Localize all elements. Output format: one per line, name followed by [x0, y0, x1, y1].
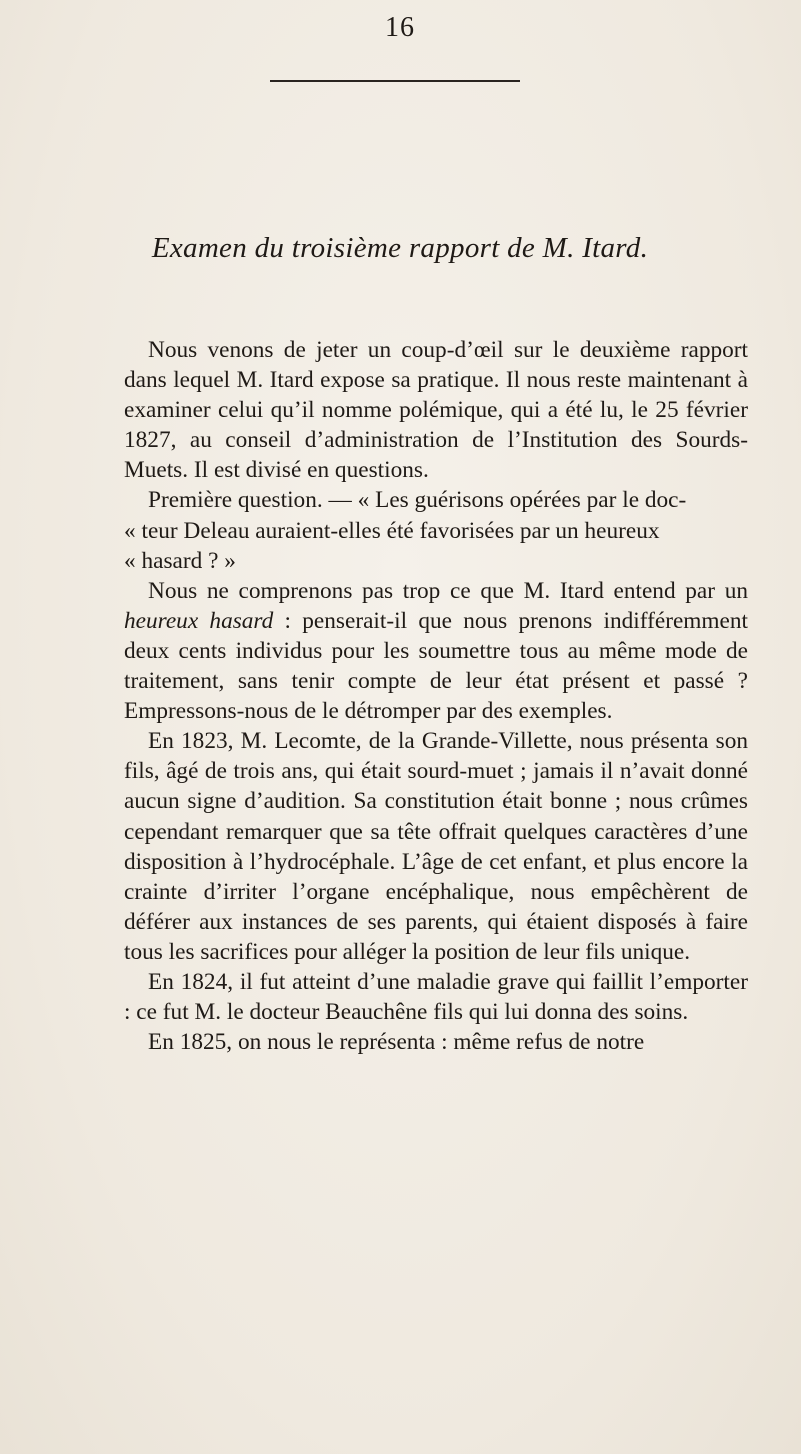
paragraph-example-1823: En 1823, M. Lecomte, de la Grande-Villette, nous présenta son fils, âgé de trois ans, qui était sourd-muet ; jamais il n’avait donné aucun signe d’audition. Sa constitution était bonne ; nous crûmes cependant remarquer que sa tête offrait quelques caractères d’une disposition à l’hydrocéphale. L’âge de cet enfant, et plus encore la crainte d’irriter l’organe encéphalique, nous empêchèrent de déférer aux instances de ses parents, qui étaient disposés à faire tous les sacrifices pour alléger la position de leur fils unique. [124, 728, 748, 965]
question-line-2: « teur Deleau auraient-elles été favorisées par un heureux [124, 517, 660, 544]
question-line-3: « hasard ? » [124, 547, 236, 574]
page-number: 16 [385, 12, 415, 43]
paragraph-intro: Nous venons de jeter un coup-d’œil sur le deuxième rapport dans lequel M. Itard expose sa pratique. Il nous reste maintenant à examiner celui qu’il nomme polémique, qui a été lu, le 25 février 1827, au conseil d’administration de l’Institution des Sourds-Muets. Il est divisé en questions. [124, 337, 748, 484]
paragraph-example-1825: En 1825, on nous le représenta : même refus de notre [148, 1029, 645, 1056]
response-text-start: Nous ne comprenons pas trop ce que M. Itard entend par un [148, 577, 748, 604]
question-line-1: Première question. — « Les guérisons opérées par le doc- [148, 487, 687, 514]
response-text-end: : penserait-il que nous prenons indifféremment deux cents individus pour les soumettre tous au même mode de traitement, sans tenir compte de leur état présent et passé ? Empressons-nous de le détromper par des exemples. [124, 607, 748, 725]
header-rule [270, 80, 520, 82]
section-heading: Examen du troisième rapport de M. Itard. [151, 232, 649, 264]
paragraph-example-1824: En 1824, il fut atteint d’une maladie grave qui faillit l’emporter : ce fut M. le docteur Beauchêne fils qui lui donna des soins. [124, 968, 748, 1026]
body-text [124, 335, 748, 1057]
paragraph-response [124, 576, 748, 726]
response-italic-phrase: heureux hasard [124, 607, 274, 634]
